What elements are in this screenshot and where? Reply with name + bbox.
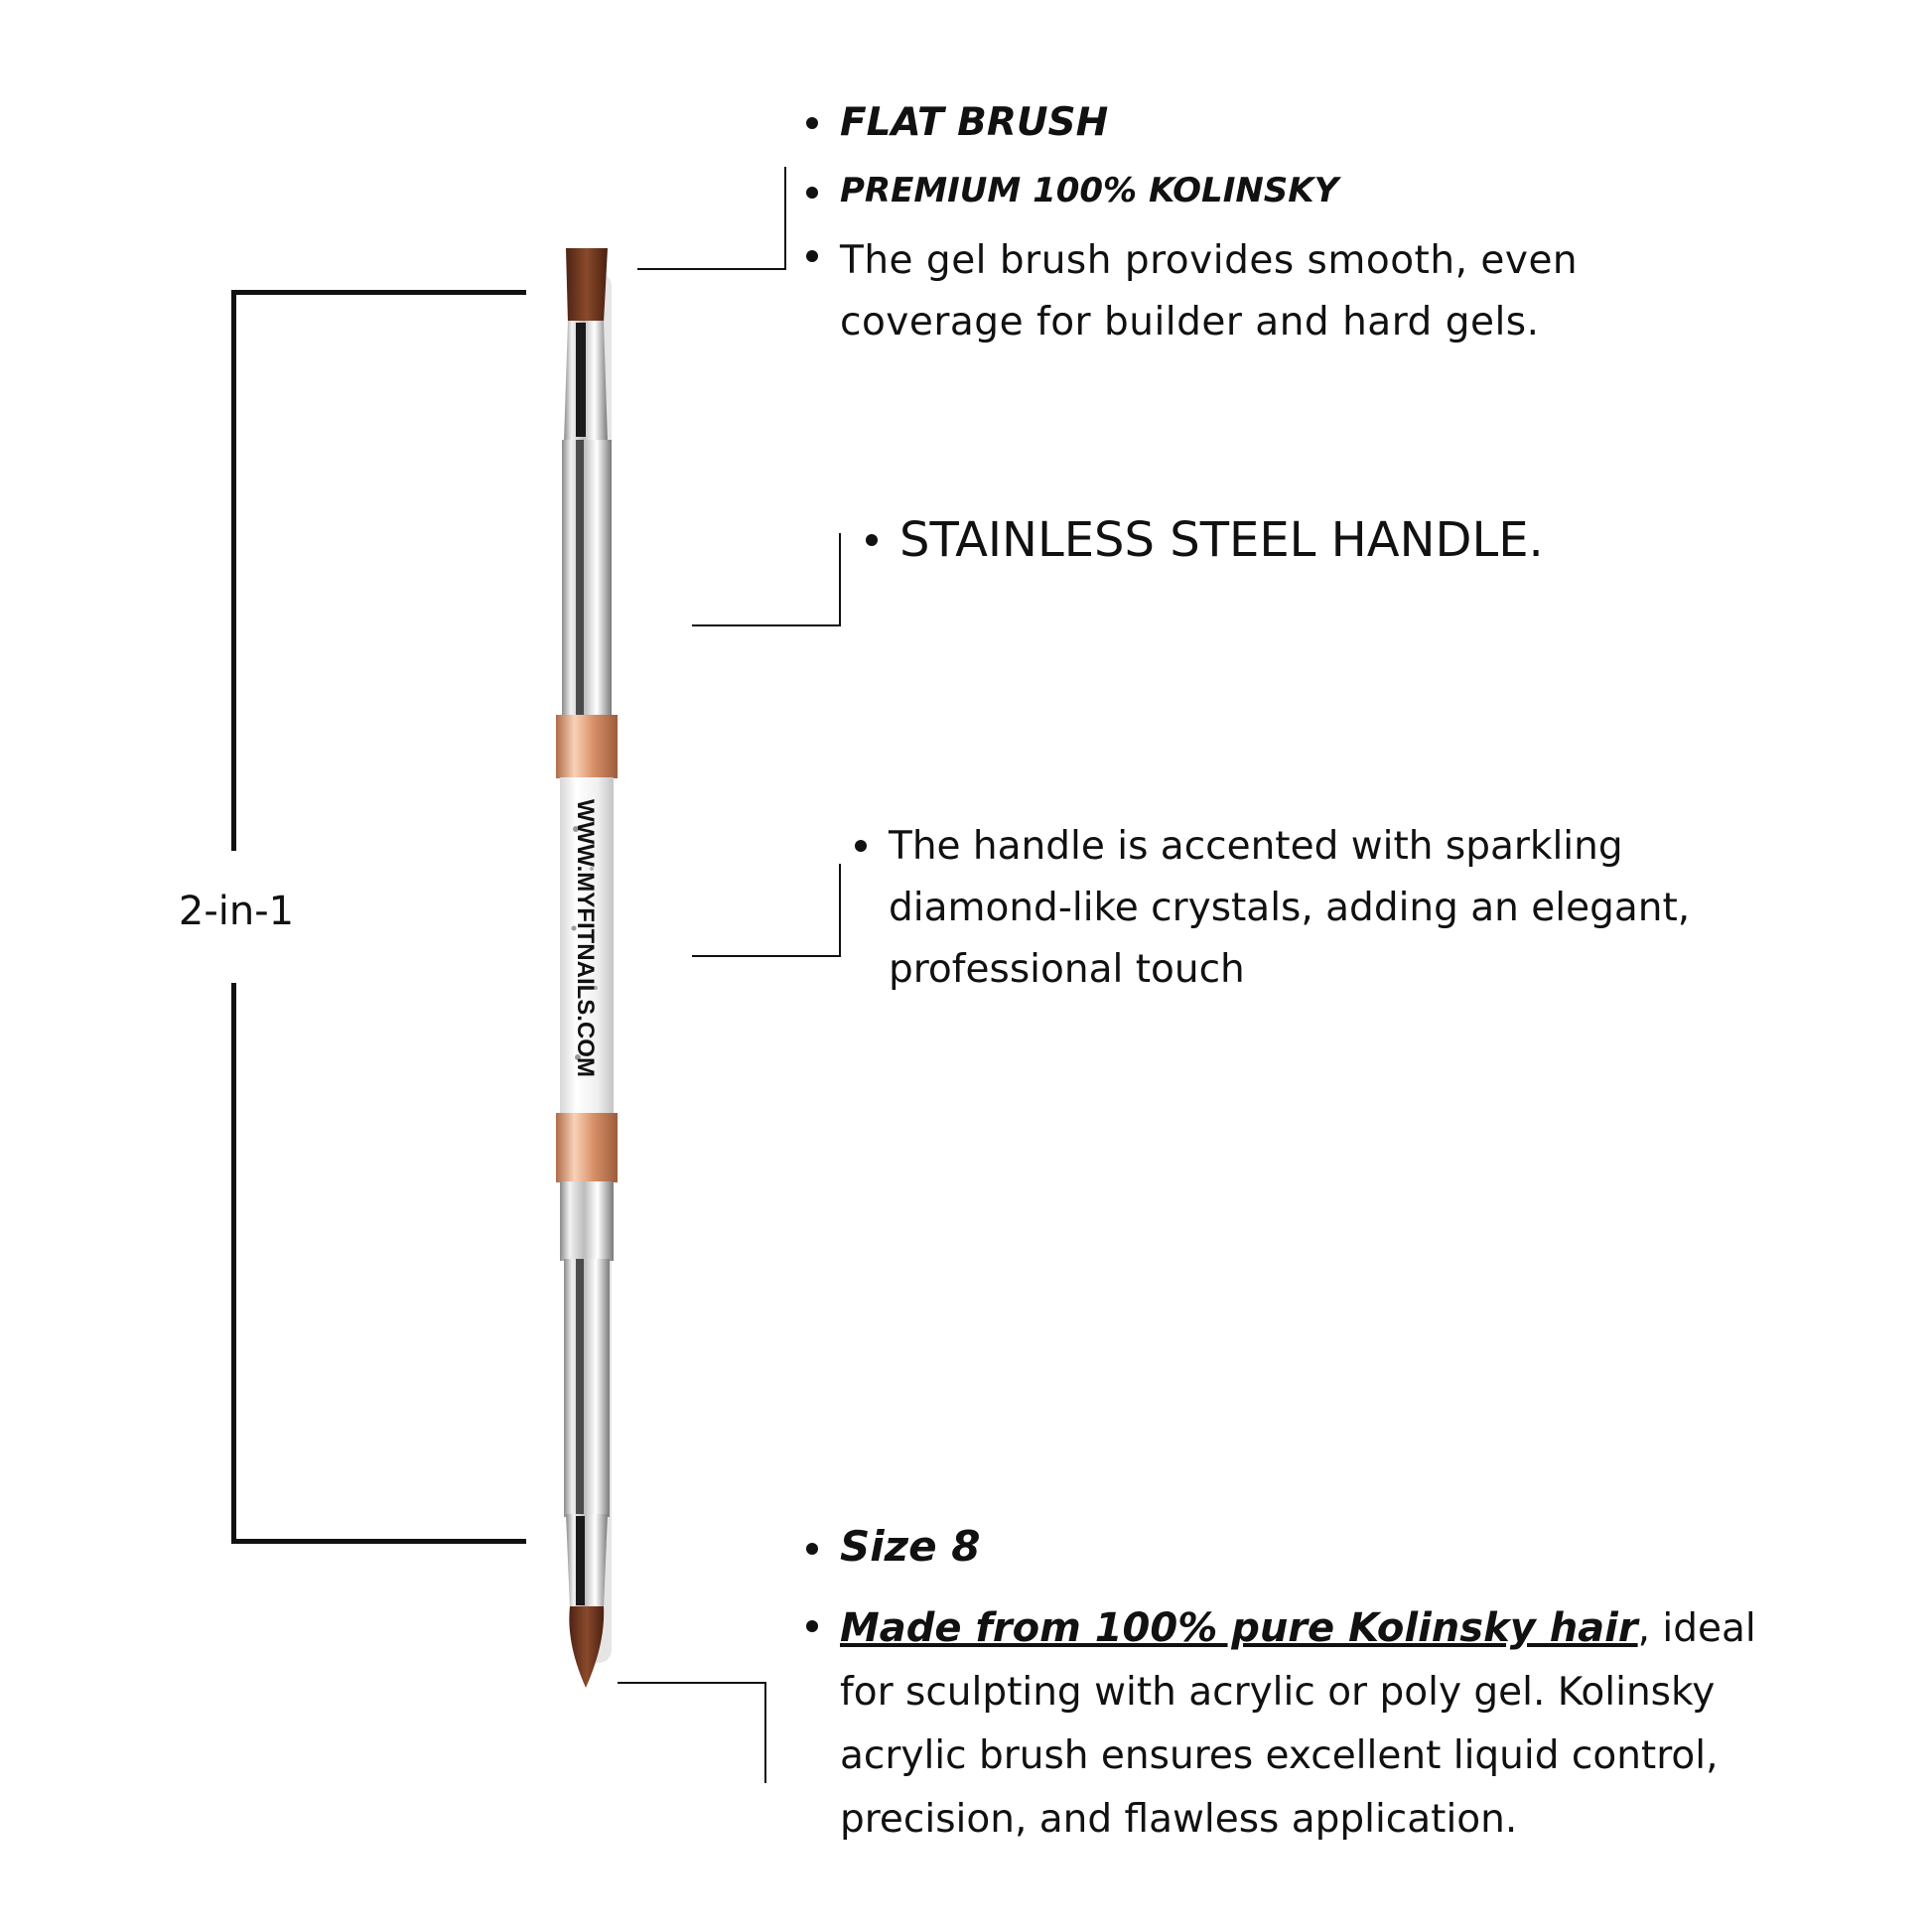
crystals-annotation [849, 816, 1802, 1001]
material-item [800, 1596, 1803, 1852]
leader-bottom-v [764, 1682, 766, 1783]
leader-crystals-v [839, 864, 841, 957]
bracket-vertical-lower [231, 983, 236, 1542]
crystals-item: The handle is accented with sparkling diamond-like crystals, adding an elegant, professional touch [849, 816, 1802, 1001]
material-highlight: Made from 100% pure Kolinsky hair [840, 1605, 1638, 1651]
bottom-rose-ring [556, 1113, 618, 1182]
bracket-label: 2-in-1 [178, 889, 295, 934]
leader-top-h [637, 268, 786, 270]
kolinsky-item: PREMIUM 100% KOLINSKY [800, 167, 1714, 214]
bracket-vertical-upper [231, 290, 236, 851]
lower-handle [564, 1259, 610, 1517]
brush-engraving: WWW.MYFITNAILS.COM [572, 799, 599, 1077]
round-bristles [569, 1606, 604, 1688]
brush-illustration [516, 233, 655, 1703]
gel-coverage-item: The gel brush provides smooth, even coverage for builder and hard gels. [800, 230, 1714, 353]
bottom-ferrule [566, 1514, 608, 1608]
flat-bristles [566, 248, 608, 323]
leader-top-v [784, 167, 786, 270]
size-item: Size 8 [800, 1519, 1803, 1575]
bracket-bottom-horizontal [231, 1539, 526, 1544]
leader-crystals-h [692, 955, 841, 957]
bracket-top-horizontal [231, 290, 526, 295]
leader-bottom-h [618, 1682, 766, 1684]
handle-annotation [860, 508, 1714, 572]
leader-handle-h [692, 624, 841, 626]
bottom-annotation-list [800, 1519, 1803, 1852]
top-annotation-list [800, 97, 1714, 353]
leader-handle-v [839, 533, 841, 626]
flat-brush-item: FLAT BRUSH [800, 97, 1714, 149]
material-rest: , ideal for sculpting with acrylic or poly gel. Kolinsky acrylic brush ensures excellent liquid control, precision, and flawless application. [840, 1606, 1756, 1842]
stainless-steel-item: STAINLESS STEEL HANDLE. [860, 508, 1714, 572]
top-rose-ring [556, 715, 618, 778]
